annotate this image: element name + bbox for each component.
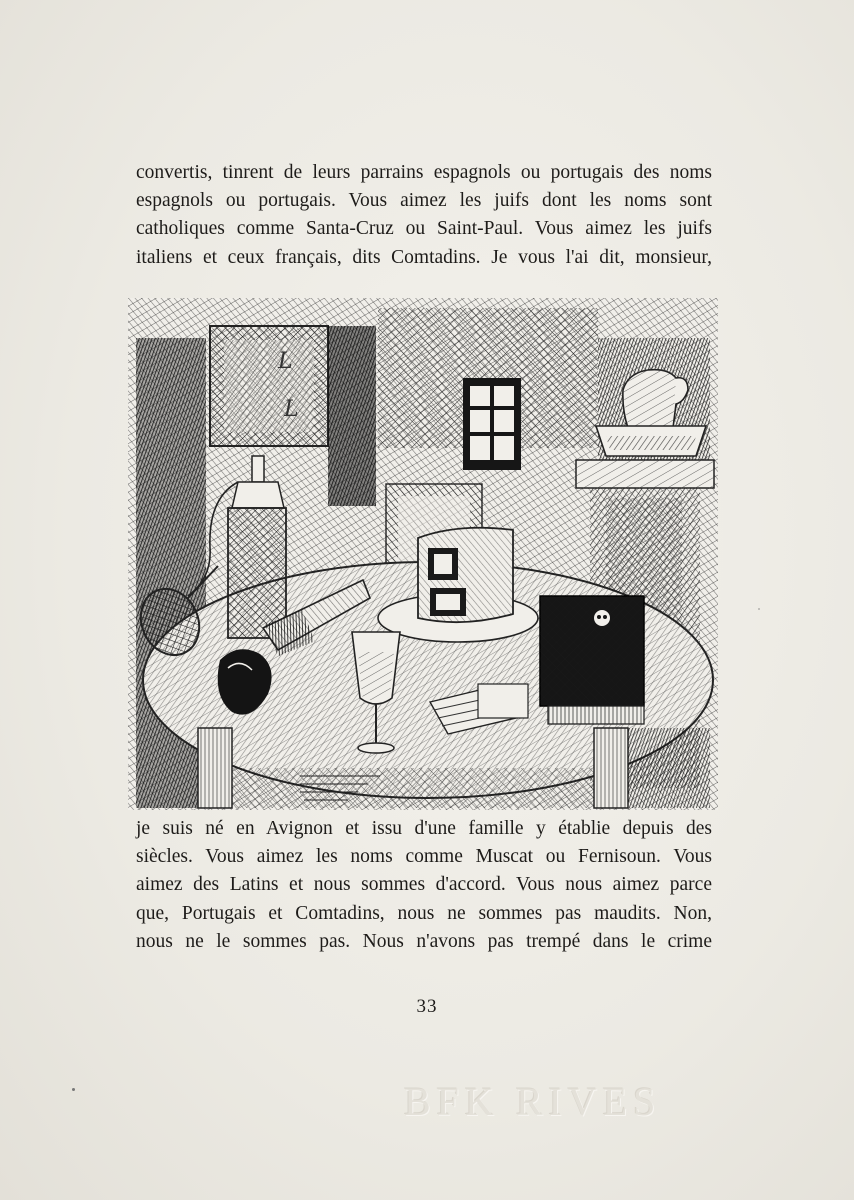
paper-speck (758, 608, 760, 610)
text-line: aimez des Latins et nous sommes d'accord. Vous nous aimez parce (136, 874, 712, 896)
text-line: que, Portugais et Comtadins, nous ne sommes pas maudits. Non, (136, 902, 712, 924)
etching-illustration (128, 298, 718, 810)
paragraph-bottom (136, 815, 712, 956)
text-line: espagnols ou portugais. Vous aimez les juifs dont les noms sont (136, 190, 712, 212)
text-line: nous ne le sommes pas. Nous n'avons pas trempé dans le crime (136, 930, 712, 952)
paragraph-top (136, 159, 712, 272)
svg-text:L: L (278, 349, 293, 374)
paper-watermark: BFK RIVES (404, 1079, 662, 1124)
text-line: siècles. Vous aimez les noms comme Muscat ou Fernisoun. Vous (136, 846, 712, 868)
text-line: convertis, tinrent de leurs parrains espagnols ou portugais des noms (136, 162, 712, 183)
page-number: 33 (416, 996, 438, 1017)
paper-speck (72, 1088, 75, 1091)
svg-text:L: L (284, 397, 299, 422)
text-line: catholiques comme Santa-Cruz ou Saint-Paul. Vous aimez les juifs (136, 218, 712, 240)
text-line: je suis né en Avignon et issu d'une famille y établie depuis des (136, 818, 712, 839)
text-line: italiens et ceux français, dits Comtadins. Je vous l'ai dit, monsieur, (136, 246, 712, 268)
